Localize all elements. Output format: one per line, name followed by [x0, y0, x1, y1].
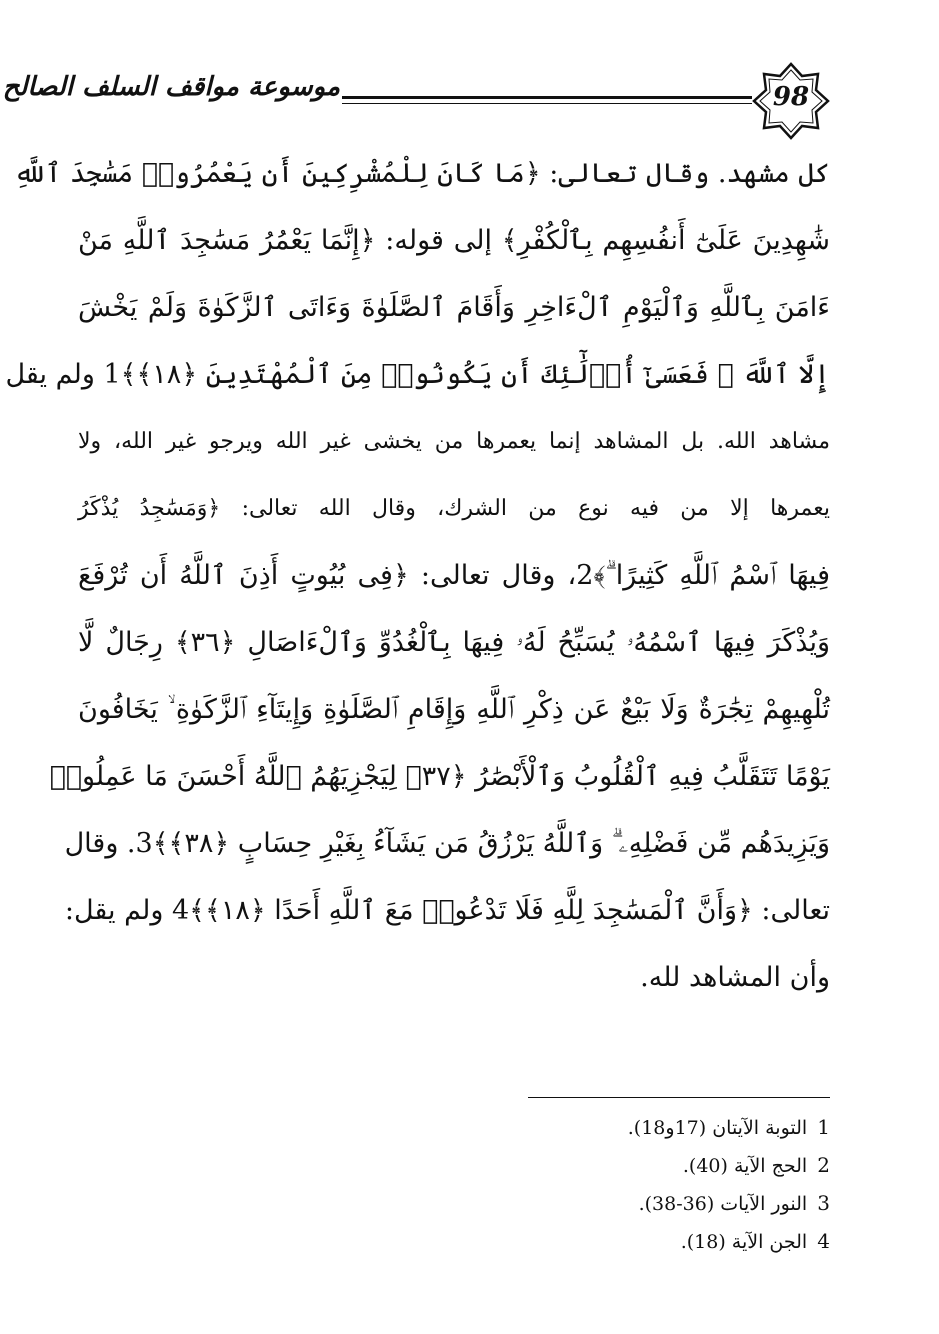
- text-line: ءَامَنَ بِٱللَّهِ وَٱلْيَوْمِ ٱلْءَاخِرِ وَأَقَامَ ٱلصَّلَوٰةَ وَءَاتَى ٱلزَّكَوٰةَ وَلَمْ يَخْشَ: [78, 292, 830, 323]
- footnotes: [500, 1108, 830, 1260]
- header-rule: [342, 96, 752, 99]
- text-line: يعمرها إلا من فيه نوع من الشرك، وقال الله تعالى: ﴿وَمَسَٰجِدُ يُذْكَرُ: [78, 496, 830, 521]
- text-line: كل مشهد. وقال تعالى: ﴿مَا كَانَ لِلْمُشْرِكِينَ أَن يَعْمُرُوا۟ مَسَٰجِدَ ٱللَّهِ: [13, 158, 830, 189]
- text-line: وأن المشاهد لله.: [640, 962, 830, 993]
- book-title: موسوعة مواقف السلف الصالح: [2, 72, 340, 102]
- footnote-number: 1: [817, 1115, 830, 1139]
- footnote: [500, 1146, 830, 1184]
- footnote-number: 2: [817, 1153, 830, 1177]
- text-line: فِيهَا ٱسْمُ ٱللَّهِ كَثِيرًا ۗ﴾2، وقال تعالى: ﴿فِى بُيُوتٍ أَذِنَ ٱللَّهُ أَن تُرْفَعَ: [78, 560, 830, 591]
- footnote: [500, 1108, 830, 1146]
- text-line: وَيُذْكَرَ فِيهَا ٱسْمُهُۥ يُسَبِّحُ لَهُۥ فِيهَا بِٱلْغُدُوِّ وَٱلْءَاصَالِ ﴿٣٦﴾ رِجَالٌ لَّا: [78, 627, 830, 658]
- page-header: [2, 62, 830, 146]
- footnote-text: الجن الآية (18).: [680, 1231, 808, 1253]
- page-number: 98: [772, 82, 810, 112]
- text-line: مشاهد الله. بل المشاهد إنما يعمرها من يخشى غير الله ويرجو غير الله، ولا: [78, 429, 830, 454]
- footnote: [500, 1222, 830, 1260]
- body-text: [5, 140, 830, 1011]
- footnote-text: النور الآيات (36-38).: [638, 1193, 808, 1215]
- text-line: إِلَّا ٱللَّهَ ۖ فَعَسَىٰٓ أُو۟لَٰٓئِكَ أَن يَكُونُوا۟ مِنَ ٱلْمُهْتَدِينَ ﴿١٨﴾﴾1 ولم يقل: [5, 359, 830, 390]
- text-line: وَيَزِيدَهُم مِّن فَضْلِهِۦ ۗ وَٱللَّهُ يَرْزُقُ مَن يَشَآءُ بِغَيْرِ حِسَابٍ ﴿٣٨﴾﴾3. وقال: [64, 828, 830, 859]
- footnote-number: 4: [817, 1229, 830, 1253]
- footnote-number: 3: [817, 1191, 830, 1215]
- footnote-divider: [528, 1097, 830, 1098]
- text-line: تُلْهِيهِمْ تِجَٰرَةٌ وَلَا بَيْعٌ عَن ذِكْرِ ٱللَّهِ وَإِقَامِ ٱلصَّلَوٰةِ وَإِيتَآءِ ٱلزَّكَوٰةِ ۙ يَخَافُونَ: [78, 694, 830, 725]
- footnote-text: التوبة الآيتان (17و18).: [627, 1117, 808, 1139]
- footnote: [500, 1184, 830, 1222]
- text-line: شَٰهِدِينَ عَلَىٰٓ أَنفُسِهِم بِٱلْكُفْرِ﴾ إلى قوله: ﴿إِنَّمَا يَعْمُرُ مَسَٰجِدَ ٱللَّهِ مَنْ: [78, 225, 830, 256]
- header-rule-thin: [342, 103, 752, 104]
- footnote-text: الحج الآية (40).: [682, 1155, 808, 1177]
- text-line: يَوْمًا تَتَقَلَّبُ فِيهِ ٱلْقُلُوبُ وَٱلْأَبْصَٰرُ ﴿٣٧﴾ لِيَجْزِيَهُمُ ٱللَّهُ أَحْسَنَ مَا عَمِلُوا۟: [49, 761, 830, 792]
- text-line: تعالى: ﴿وَأَنَّ ٱلْمَسَٰجِدَ لِلَّهِ فَلَا تَدْعُوا۟ مَعَ ٱللَّهِ أَحَدًا ﴿١٨﴾﴾4 ولم يقل:: [64, 895, 830, 926]
